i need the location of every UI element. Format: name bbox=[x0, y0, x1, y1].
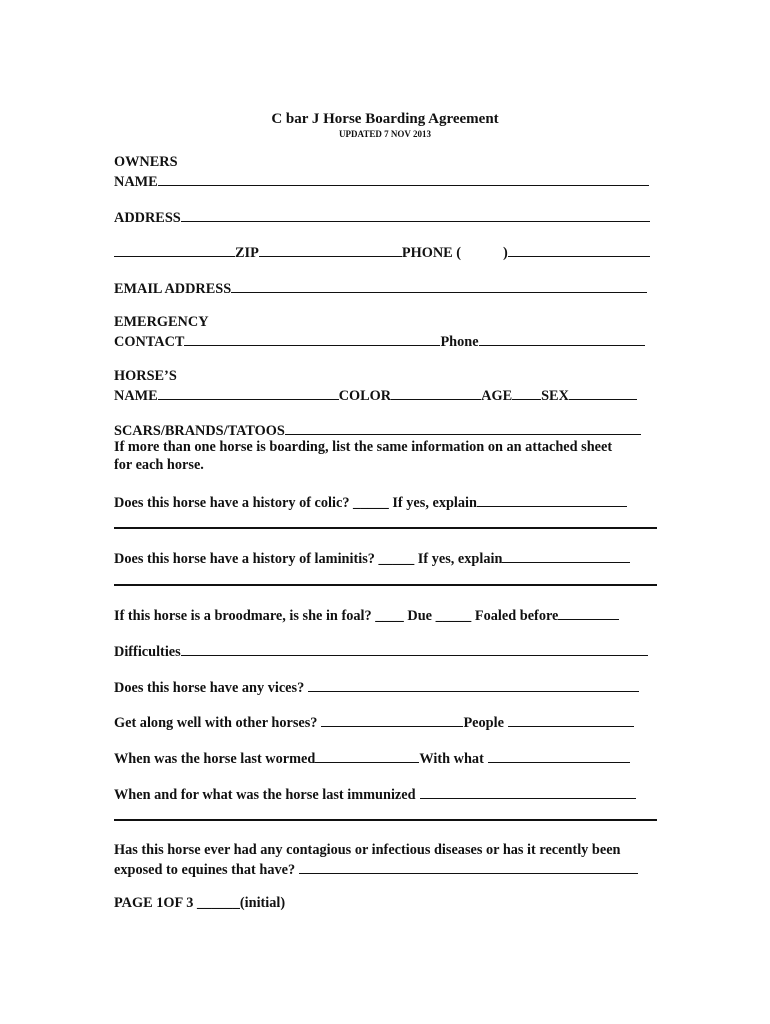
color-label: COLOR bbox=[338, 388, 392, 404]
age-field[interactable] bbox=[512, 385, 541, 400]
owners-name-row bbox=[114, 171, 649, 191]
broodmare-question: If this horse is a broodmare, is she in foal? ____ Due _____ Foaled before bbox=[114, 608, 559, 624]
scars-field[interactable] bbox=[285, 420, 641, 435]
email-label: EMAIL ADDRESS bbox=[114, 281, 232, 297]
zip-field[interactable] bbox=[259, 242, 402, 257]
sex-label: SEX bbox=[541, 388, 569, 404]
zip-phone-row bbox=[114, 242, 650, 262]
phone-close-paren: ) bbox=[503, 245, 508, 261]
address-field[interactable] bbox=[181, 207, 650, 222]
people-label: People bbox=[463, 715, 504, 731]
wormer-field[interactable] bbox=[488, 748, 630, 763]
name-label: NAME bbox=[114, 174, 158, 190]
broodmare-row bbox=[114, 605, 619, 625]
emergency-phone-field[interactable] bbox=[479, 331, 645, 346]
people-get-along-field[interactable] bbox=[508, 712, 634, 727]
multi-horse-note-1: If more than one horse is boarding, list the same information on an attached sheet bbox=[114, 439, 613, 455]
scars-label: SCARS/BRANDS/TATOOS bbox=[114, 423, 285, 439]
address-row bbox=[114, 207, 650, 227]
difficulties-label: Difficulties bbox=[114, 644, 181, 660]
emergency-label: EMERGENCY bbox=[114, 314, 209, 330]
wormed-date-field[interactable] bbox=[315, 748, 419, 763]
contagious-question-1: Has this horse ever had any contagious or infectious diseases or has it recently been bbox=[114, 842, 621, 858]
form-title: C bar J Horse Boarding Agreement bbox=[271, 111, 499, 127]
vices-row bbox=[114, 677, 639, 697]
zip-label: ZIP bbox=[235, 245, 259, 261]
vices-question: Does this horse have any vices? bbox=[114, 680, 305, 696]
colic-row bbox=[114, 492, 627, 512]
wormed-question: When was the horse last wormed bbox=[114, 751, 316, 767]
sex-field[interactable] bbox=[569, 385, 637, 400]
page-footer: PAGE 1OF 3 ______(initial) bbox=[114, 895, 286, 911]
email-field[interactable] bbox=[231, 278, 647, 293]
laminitis-question: Does this horse have a history of laminitis? _____ If yes, explain bbox=[114, 551, 503, 567]
immunized-field[interactable] bbox=[420, 784, 636, 799]
wormed-row bbox=[114, 748, 630, 768]
vices-field[interactable] bbox=[308, 677, 639, 692]
owners-label: OWNERS bbox=[114, 154, 178, 170]
colic-explain-field[interactable] bbox=[477, 492, 627, 507]
horse-details-row bbox=[114, 385, 637, 405]
colic-question: Does this horse have a history of colic? _____ If yes, explain bbox=[114, 495, 477, 511]
phone-label: PHONE ( bbox=[401, 245, 462, 261]
area-code-field[interactable] bbox=[461, 243, 503, 257]
horses-label: HORSE’S bbox=[114, 368, 177, 384]
get-along-row bbox=[114, 712, 634, 732]
emergency-contact-row bbox=[114, 331, 645, 351]
email-row bbox=[114, 278, 647, 298]
immunized-rule[interactable] bbox=[114, 819, 657, 821]
emergency-contact-field[interactable] bbox=[184, 331, 440, 346]
difficulties-field[interactable] bbox=[181, 641, 648, 656]
immunized-question: When and for what was the horse last immunized bbox=[114, 787, 416, 803]
age-label: AGE bbox=[481, 388, 513, 404]
contact-label: CONTACT bbox=[114, 334, 185, 350]
contagious-field[interactable] bbox=[299, 859, 638, 874]
immunized-row bbox=[114, 784, 636, 804]
horses-get-along-field[interactable] bbox=[321, 712, 463, 727]
difficulties-row bbox=[114, 641, 648, 661]
phone-field[interactable] bbox=[508, 242, 650, 257]
address-label: ADDRESS bbox=[114, 210, 181, 226]
with-what-label: With what bbox=[419, 751, 484, 767]
updated-date: UPDATED 7 NOV 2013 bbox=[339, 129, 431, 139]
horse-name-field[interactable] bbox=[158, 385, 339, 400]
multi-horse-note-2: for each horse. bbox=[114, 457, 204, 473]
contagious-row bbox=[114, 859, 638, 879]
horse-name-label: NAME bbox=[114, 388, 158, 404]
laminitis-explain-field[interactable] bbox=[502, 548, 630, 563]
city-field[interactable] bbox=[114, 242, 235, 257]
get-along-question: Get along well with other horses? bbox=[114, 715, 318, 731]
foaled-before-field[interactable] bbox=[558, 605, 619, 620]
laminitis-row bbox=[114, 548, 630, 568]
contagious-question-2: exposed to equines that have? bbox=[114, 862, 296, 878]
color-field[interactable] bbox=[391, 385, 481, 400]
emergency-phone-label: Phone bbox=[440, 334, 479, 350]
owners-name-field[interactable] bbox=[158, 171, 649, 186]
scars-row bbox=[114, 420, 641, 440]
laminitis-explain-rule[interactable] bbox=[114, 584, 657, 586]
colic-explain-rule[interactable] bbox=[114, 527, 657, 529]
